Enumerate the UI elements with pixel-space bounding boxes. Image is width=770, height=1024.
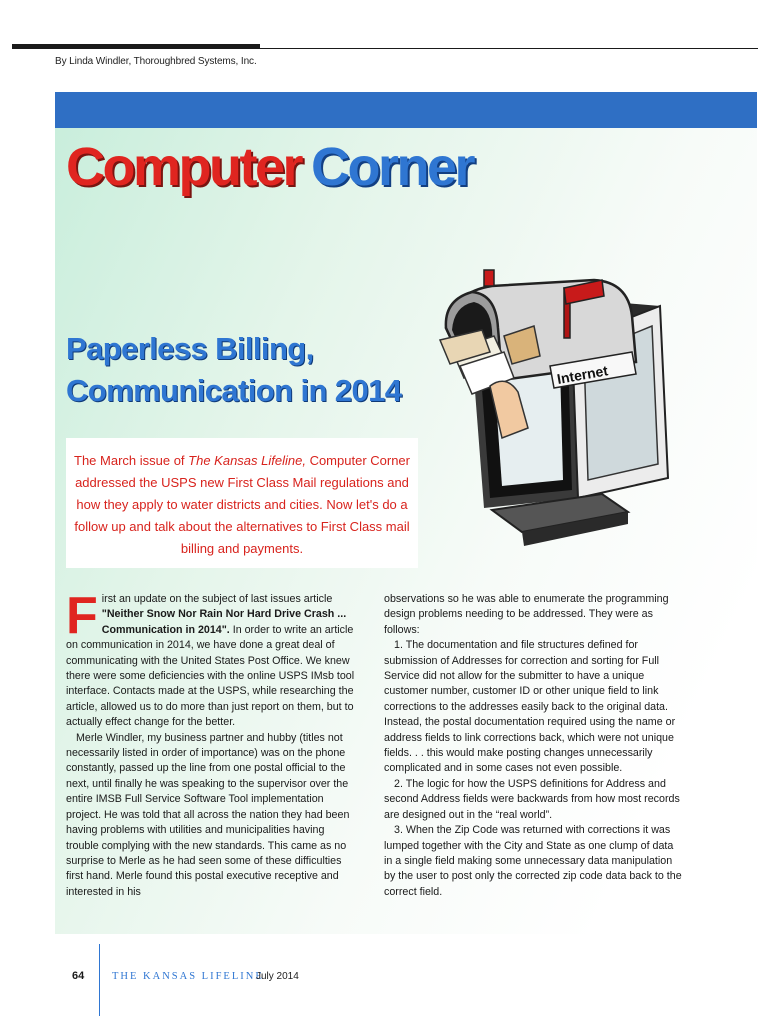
column1-article-title: "Neither Snow Nor Rain Nor Hard Drive Crash ... Communication in 2014". bbox=[101, 608, 347, 636]
intro-part-1: The March issue of bbox=[74, 453, 189, 468]
issue-date: July 2014 bbox=[256, 971, 299, 982]
dropcap: F bbox=[66, 587, 98, 645]
top-rule-thin bbox=[260, 48, 758, 49]
column2-paragraph-2: 1. The documentation and file structures defined for submission of Addresses for correction and sorting for Full Service did not allow for the submitter to have a unique customer number, customer ID or other unique field to link corrections to the addresses easily back to the original data. Instead, the postal documentation required using the name or address fields to link corrections back, which were not unique fields. . . this would make posting changes unnecessarily complicated and in some cases not even possible. bbox=[384, 639, 676, 775]
intro-publication-name: The Kansas Lifeline, bbox=[188, 453, 306, 468]
intro-part-2: Computer Corner addressed the USPS new First Class Mail regulations and how they apply to water districts and cities. Now let's do a follow up and talk about the alternatives to First Class mail billing and payments. bbox=[74, 453, 410, 556]
headline-line-2: Communication in 2014 bbox=[66, 373, 402, 408]
headline-line-1: Paperless Billing, bbox=[66, 331, 314, 366]
column2-paragraph-1: observations so he was able to enumerate the programming design problems needing to be addressed. They were as follows: bbox=[384, 593, 669, 636]
column2-paragraph-3: 2. The logic for how the USPS definitions for Address and second Address fields were backwards from how most records are designed out in the “real world”. bbox=[384, 777, 680, 821]
top-rule-thick bbox=[12, 44, 260, 49]
title-word-computer: Computer bbox=[66, 137, 301, 197]
column1-paragraph-2: Merle Windler, my business partner and hubby (titles not necessarily listed in order of importance) was on the phone constantly, passed up the line from one postal official to the next, until finally he was speaking to the supervisor over the entire IMSB Full Service Software Tool implementation project. He was told that all across the nation they had been having problems with utilities and municipalities having trouble complying with the new standards. This came as no surprise to Merle as he had seen some of these difficulties first hand. Merle found this postal executive receptive and interested in his bbox=[66, 731, 350, 898]
article-column-2 bbox=[384, 592, 684, 900]
magazine-name: THE KANSAS LIFELINE bbox=[112, 971, 264, 982]
footer-divider bbox=[99, 944, 100, 1016]
article-headline bbox=[66, 328, 401, 412]
section-title bbox=[66, 136, 473, 198]
intro-box bbox=[66, 438, 418, 568]
page-number: 64 bbox=[72, 970, 85, 982]
illustration-label: Internet bbox=[555, 362, 610, 387]
header-color-bar bbox=[55, 92, 757, 128]
byline: By Linda Windler, Thoroughbred Systems, Inc. bbox=[55, 56, 257, 67]
column1-paragraph-1 bbox=[66, 587, 360, 731]
column1-p1-lead: irst an update on the subject of last issues article bbox=[101, 593, 333, 605]
title-word-corner: Corner bbox=[311, 137, 474, 197]
mailbox-computer-illustration bbox=[432, 266, 676, 548]
intro-text bbox=[66, 438, 418, 560]
column1-p1-rest: In order to write an article on communication in 2014, we have done a great deal of communicating with the United States Post Office. We knew there were some deficiencies with the online USPS IMsb tool interface. Contacts made at the USPS, while researching the article, allowed us to do more than just report on them, but to actually effect change for the better. bbox=[66, 623, 355, 729]
article-column-1 bbox=[66, 587, 360, 900]
column2-paragraph-4: 3. When the Zip Code was returned with corrections it was lumped together with the City and State as one clump of data in a single field making some unnecessary data manipulation by the user to post only the corrected zip code data back to the correct field. bbox=[384, 824, 682, 898]
